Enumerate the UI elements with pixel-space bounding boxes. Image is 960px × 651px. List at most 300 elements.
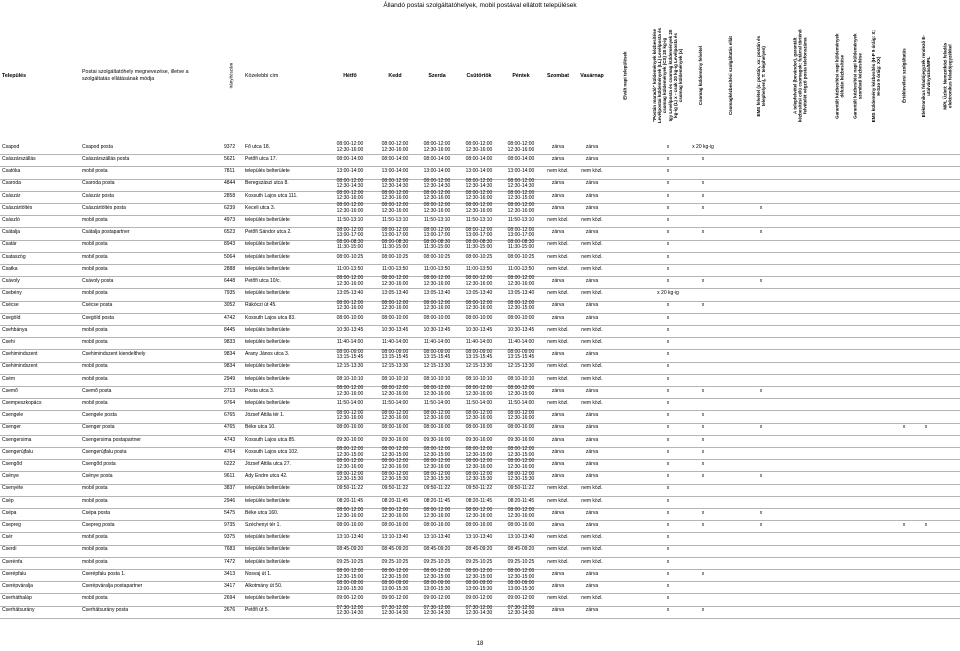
header-extra-10 (920, 10, 932, 142)
cell-day-6: zárva (585, 302, 599, 309)
cell-mark-9 (896, 569, 912, 580)
cell-telepules: Csatka (2, 265, 18, 272)
cell-mark-1: x (666, 229, 670, 236)
cell-day-4: 08:00-12:00 12:30-16:00 (507, 275, 535, 287)
cell-iranyitoszam: 4743 (224, 436, 236, 443)
cell-szolgaltatohely: Császárszállás posta (82, 156, 130, 163)
cell-mark-8 (868, 179, 884, 190)
cell-mark-3 (722, 362, 740, 373)
cell-mark-1: x (666, 265, 670, 272)
cell-mark-3 (722, 288, 740, 299)
cell-day-6: zárva (585, 412, 599, 419)
cell-iranyitoszam: 9834 (224, 351, 236, 358)
cell-mark-0 (616, 179, 634, 190)
cell-day-1: 08:00-16:00 (381, 424, 409, 431)
cell-mark-2 (694, 288, 712, 299)
cell-mark-2 (694, 264, 712, 275)
cell-mark-4 (752, 496, 770, 507)
cell-telepules: Csemő (2, 387, 18, 394)
cell-szolgaltatohely: mobil posta (82, 241, 108, 248)
cell-mark-4 (752, 459, 770, 470)
cell-iranyitoszam: 6239 (224, 204, 236, 211)
cell-day-4: 11:50-13:10 (507, 217, 535, 224)
page-number: 18 (476, 641, 484, 647)
cell-day-1: 08:00-12:00 13:00-17:00 (381, 226, 409, 238)
cell-mark-10 (918, 496, 934, 507)
cell-day-0: 09:00-12:00 (336, 595, 364, 602)
cell-mark-3 (722, 423, 740, 434)
cell-day-3: 09:50-11:22 (465, 485, 493, 492)
cell-day-6: zárva (585, 436, 599, 443)
cell-mark-2: x (701, 607, 705, 614)
cell-mark-7 (850, 301, 866, 312)
cell-mark-3 (722, 398, 740, 409)
cell-day-0: 08:00-12:00 12:30-16:00 (336, 507, 364, 519)
cell-day-3: 11:40-14:00 (465, 339, 493, 346)
cell-mark-7 (850, 569, 866, 580)
cell-mark-3 (722, 374, 740, 385)
cell-telepules: Cserhátsurány (2, 607, 35, 614)
cell-day-4: 13:00-14:00 (507, 168, 535, 175)
cell-day-0: 08:00-12:00 12:30-16:00 (336, 385, 364, 397)
cell-mark-3 (722, 325, 740, 336)
cell-day-4: 08:00-10:25 (507, 253, 535, 260)
cell-cim: település belterülete (245, 290, 290, 297)
cell-cim: József Attila tér 1. (245, 412, 285, 419)
header-szolgaltatohely: Postai szolgáltatóhely megnevezése, illetve a szolgáltatás ellátásának módja (82, 69, 189, 82)
cell-cim: Petőfi utca 10/c. (245, 278, 281, 285)
cell-day-6: nem közl. (581, 253, 603, 260)
cell-cim: település belterülete (245, 485, 290, 492)
cell-day-0: 08:00-12:00 12:30-16:00 (336, 299, 364, 312)
cell-telepules: Csebény (2, 290, 22, 297)
cell-mark-4 (752, 593, 770, 604)
cell-day-5: zárva (551, 387, 565, 394)
cell-mark-1: x (666, 461, 670, 468)
cell-mark-9 (896, 264, 912, 275)
cell-day-6: zárva (585, 607, 599, 614)
cell-day-4: 08:00-12:00 12:30-16:00 (507, 507, 535, 519)
cell-telepules: Cserépfalu (2, 570, 27, 577)
cell-day-3: 08:00-12:00 12:30-16:00 (465, 141, 493, 153)
cell-day-0: 08:00-09:00 13:15-15:45 (336, 348, 364, 360)
cell-mark-8 (868, 191, 884, 202)
cell-mark-9 (896, 606, 912, 617)
cell-day-1: 09:00-12:00 (381, 595, 409, 602)
cell-day-6: zárva (585, 180, 599, 187)
cell-mark-8 (868, 240, 884, 251)
cell-szolgaltatohely: Cserhátsurány posta (82, 607, 129, 614)
cell-telepules: Csávoly (2, 278, 20, 285)
cell-mark-9 (896, 484, 912, 495)
cell-day-5: zárva (551, 156, 565, 163)
cell-mark-0 (616, 606, 634, 617)
cell-day-2: 08:00-12:00 12:30-16:00 (423, 190, 451, 202)
cell-mark-10 (918, 288, 934, 299)
cell-mark-10 (918, 569, 934, 580)
cell-mark-6 (832, 252, 848, 263)
cell-day-3: 08:00-12:00 12:30-16:00 (465, 507, 493, 519)
cell-iranyitoszam: 2888 (224, 265, 236, 272)
cell-mark-8 (868, 471, 884, 482)
cell-telepules: Csepreg (2, 522, 21, 529)
cell-szolgaltatohely: Csaroda posta (82, 180, 115, 187)
cell-mark-8 (868, 545, 884, 556)
cell-mark-2: x (701, 156, 705, 163)
cell-mark-1: x (666, 326, 670, 333)
cell-day-0: 08:45-09:20 (336, 546, 364, 553)
cell-day-3: 08:00-09:00 13:15-15:45 (465, 348, 493, 360)
cell-day-6: nem közl. (581, 595, 603, 602)
cell-mark-10 (918, 557, 934, 568)
cell-day-2: 08:00-12:00 12:30-16:00 (423, 458, 451, 470)
cell-mark-3 (722, 569, 740, 580)
cell-mark-0 (616, 484, 634, 495)
cell-szolgaltatohely: mobil posta (82, 595, 108, 602)
cell-mark-8 (868, 313, 884, 324)
cell-mark-1: x (666, 339, 670, 346)
cell-mark-8 (868, 276, 884, 287)
cell-day-2: 08:20-11:45 (423, 497, 451, 504)
cell-mark-7 (850, 179, 866, 190)
cell-day-3: 11:50-14:00 (465, 400, 493, 407)
cell-mark-10 (918, 471, 934, 482)
cell-day-3: 08:00-12:00 12:30-16:00 (465, 202, 493, 214)
cell-iranyitoszam: 3837 (224, 485, 236, 492)
cell-mark-7 (850, 227, 866, 238)
cell-mark-3 (722, 349, 740, 360)
cell-mark-1: x (666, 570, 670, 577)
table-row (0, 581, 960, 594)
cell-mark-8 (868, 252, 884, 263)
header-telepules: Település (2, 72, 27, 79)
cell-mark-0 (616, 362, 634, 373)
cell-cim: település belterülete (245, 400, 290, 407)
cell-mark-1: x (666, 424, 670, 431)
cell-telepules: Csém (2, 375, 16, 382)
cell-mark-1: x (666, 400, 670, 407)
cell-mark-3 (722, 179, 740, 190)
cell-szolgaltatohely: Csépa posta (82, 509, 111, 516)
cell-mark-3 (722, 154, 740, 165)
cell-telepules: Cserépváralja (2, 583, 33, 590)
cell-mark-8 (868, 410, 884, 421)
table-row (0, 471, 960, 484)
cell-day-4: 08:00-12:00 12:30-15:30 (507, 470, 535, 482)
cell-mark-2 (694, 484, 712, 495)
cell-telepules: Csépa (2, 509, 17, 516)
cell-day-2: 08:45-09:20 (423, 546, 451, 553)
cell-mark-8 (868, 301, 884, 312)
cell-mark-2: x (701, 522, 705, 529)
cell-day-0: 09:30-16:00 (336, 436, 364, 443)
cell-mark-3 (722, 484, 740, 495)
header-extra-2-text: Csomag küldemény felvétel (698, 46, 704, 106)
cell-mark-0 (616, 252, 634, 263)
cell-mark-11 (938, 337, 956, 348)
cell-mark-6 (832, 240, 848, 251)
cell-day-1: 08:00-12:00 12:30-16:00 (381, 299, 409, 312)
cell-mark-2: x (701, 461, 705, 468)
cell-day-2: 13:10-13:40 (423, 534, 451, 541)
cell-day-1: 13:00-14:00 (381, 168, 409, 175)
cell-mark-8 (868, 423, 884, 434)
cell-day-2: 13:05-13:40 (423, 290, 451, 297)
cell-mark-10 (918, 362, 934, 373)
cell-mark-6 (832, 398, 848, 409)
cell-cim: Kossuth Lajos utca 85. (245, 436, 296, 443)
cell-szolgaltatohely: mobil posta (82, 400, 108, 407)
cell-mark-5 (786, 179, 814, 190)
cell-telepules: Csehimindszent (2, 351, 38, 358)
cell-mark-11 (938, 471, 956, 482)
cell-day-4: 08:00-12:00 12:30-14:30 (507, 177, 535, 190)
cell-mark-0 (616, 154, 634, 165)
cell-mark-11 (938, 593, 956, 604)
cell-day-5: nem közl. (547, 326, 569, 333)
cell-day-3: 09:25-10:25 (465, 558, 493, 565)
cell-szolgaltatohely: Csengele posta (82, 412, 117, 419)
cell-mark-6 (832, 142, 848, 153)
cell-mark-8 (868, 569, 884, 580)
header-day-5: Szombat (546, 72, 570, 79)
cell-szolgaltatohely: mobil posta (82, 375, 108, 382)
cell-mark-9 (896, 325, 912, 336)
cell-mark-1: x (666, 278, 670, 285)
header-extra-6 (834, 10, 846, 142)
cell-mark-9 (896, 349, 912, 360)
cell-mark-5 (786, 423, 814, 434)
cell-mark-7 (850, 240, 866, 251)
cell-day-5: nem közl. (547, 265, 569, 272)
cell-day-0: 09:25-10:25 (336, 558, 364, 565)
cell-mark-2: x 20 kg-ig (692, 143, 714, 150)
cell-mark-11 (938, 313, 956, 324)
cell-mark-4 (752, 154, 770, 165)
cell-mark-11 (938, 191, 956, 202)
cell-day-3: 08:00-10:25 (465, 253, 493, 260)
header-extra-8 (870, 10, 882, 142)
cell-mark-7 (850, 264, 866, 275)
cell-mark-4 (752, 142, 770, 153)
cell-mark-2: x (701, 448, 705, 455)
cell-day-6: nem közl. (581, 241, 603, 248)
cell-cim: település belterülete (245, 375, 290, 382)
cell-day-2: 08:00-12:00 12:30-14:30 (423, 177, 451, 190)
cell-iranyitoszam: 4764 (224, 448, 236, 455)
cell-day-6: nem közl. (581, 375, 603, 382)
cell-mark-4 (752, 398, 770, 409)
cell-mark-6 (832, 362, 848, 373)
cell-day-1: 08:00-14:00 (381, 156, 409, 163)
cell-mark-8 (868, 581, 884, 592)
cell-mark-7 (850, 593, 866, 604)
cell-mark-3 (722, 301, 740, 312)
cell-day-0: 08:10-10:10 (336, 375, 364, 382)
cell-mark-4 (752, 447, 770, 458)
table-row (0, 349, 960, 362)
cell-mark-8 (868, 203, 884, 214)
cell-mark-2 (694, 374, 712, 385)
cell-day-3: 08:00-12:00 12:30-14:30 (465, 177, 493, 190)
cell-day-0: 08:00-12:00 12:30-16:00 (336, 190, 364, 202)
cell-day-0: 08:00-08:30 11:30-15:00 (336, 238, 364, 251)
cell-mark-0 (616, 569, 634, 580)
cell-mark-4: x (759, 473, 763, 480)
cell-day-0: 08:00-12:00 12:30-16:00 (336, 275, 364, 287)
cell-day-6: zárva (585, 387, 599, 394)
cell-mark-0 (616, 593, 634, 604)
cell-mark-5 (786, 337, 814, 348)
cell-mark-10 (918, 191, 934, 202)
cell-day-1: 08:45-09:20 (381, 546, 409, 553)
cell-day-1: 08:00-08:30 11:30-15:00 (381, 238, 409, 251)
cell-mark-8 (868, 227, 884, 238)
cell-mark-1: x (666, 583, 670, 590)
cell-telepules: Csécse (2, 302, 19, 309)
cell-telepules: Császló (2, 217, 20, 224)
cell-day-0: 08:20-11:45 (336, 497, 364, 504)
cell-telepules: Császárszállás (2, 156, 36, 163)
cell-mark-7 (850, 166, 866, 177)
cell-day-6: zárva (585, 424, 599, 431)
cell-day-2: 08:00-12:00 13:00-17:00 (423, 226, 451, 238)
cell-mark-10 (918, 459, 934, 470)
cell-telepules: Cserháthaláp (2, 595, 32, 602)
cell-mark-9 (896, 215, 912, 226)
cell-mark-7 (850, 337, 866, 348)
cell-mark-7 (850, 142, 866, 153)
cell-day-5: zárva (551, 180, 565, 187)
cell-day-4: 08:00-09:00 13:15-15:45 (507, 348, 535, 360)
cell-mark-2: x (701, 473, 705, 480)
cell-mark-0 (616, 447, 634, 458)
cell-mark-8 (868, 496, 884, 507)
cell-day-5: nem közl. (547, 595, 569, 602)
cell-mark-0 (616, 581, 634, 592)
cell-mark-10 (918, 508, 934, 519)
cell-day-2: 08:00-12:00 12:30-15:00 (423, 568, 451, 580)
cell-mark-1: x (666, 253, 670, 260)
cell-day-6: zárva (585, 204, 599, 211)
cell-mark-7 (850, 520, 866, 531)
cell-mark-0 (616, 240, 634, 251)
cell-telepules: Csenyéte (2, 485, 24, 492)
cell-iranyitoszam: 9611 (224, 473, 235, 480)
cell-day-0: 09:50-11:22 (336, 485, 364, 492)
cell-day-6: zárva (585, 583, 599, 590)
cell-day-0: 08:00-12:00 12:30-14:30 (336, 177, 364, 190)
cell-mark-4 (752, 569, 770, 580)
cell-day-3: 07:30-12:00 12:30-14:30 (465, 604, 493, 617)
cell-mark-1: x (666, 351, 670, 358)
cell-mark-5 (786, 276, 814, 287)
cell-mark-1: x (666, 302, 670, 309)
cell-mark-5 (786, 288, 814, 299)
cell-day-3: 11:00-13:50 (465, 265, 493, 272)
cell-mark-9: x (902, 522, 906, 529)
cell-day-0: 11:50-14:00 (336, 400, 364, 407)
cell-szolgaltatohely: Császár posta (82, 192, 114, 199)
cell-mark-3 (722, 545, 740, 556)
cell-day-2: 08:00-16:00 (423, 424, 451, 431)
cell-szolgaltatohely: mobil posta (82, 534, 108, 541)
cell-cim: település belterülete (245, 558, 290, 565)
cell-day-2: 08:00-12:00 12:30-15:00 (423, 446, 451, 458)
cell-mark-1: x (666, 375, 670, 382)
cell-cim: település belterülete (245, 265, 290, 272)
cell-day-6: zárva (585, 570, 599, 577)
cell-mark-4: x (759, 204, 763, 211)
cell-mark-6 (832, 179, 848, 190)
cell-mark-2: x (701, 180, 705, 187)
cell-mark-10 (918, 227, 934, 238)
cell-mark-7 (850, 545, 866, 556)
cell-day-1: 08:00-12:00 12:30-16:00 (381, 190, 409, 202)
cell-mark-4 (752, 410, 770, 421)
cell-mark-2 (694, 545, 712, 556)
cell-mark-0 (616, 301, 634, 312)
cell-day-0: 12:15-13:30 (336, 363, 364, 370)
cell-mark-5 (786, 484, 814, 495)
cell-mark-1: x (666, 387, 670, 394)
cell-telepules: Csér (2, 534, 13, 541)
cell-day-5: zárva (551, 204, 565, 211)
cell-mark-9 (896, 179, 912, 190)
cell-mark-11 (938, 520, 956, 531)
cell-day-5: zárva (551, 229, 565, 236)
cell-mark-11 (938, 362, 956, 373)
cell-mark-9 (896, 496, 912, 507)
cell-day-2: 08:00-12:00 12:30-16:00 (423, 141, 451, 153)
cell-day-0: 08:00-12:00 12:30-15:00 (336, 446, 364, 458)
cell-mark-6 (832, 593, 848, 604)
cell-mark-1: x (666, 436, 670, 443)
cell-mark-5 (786, 240, 814, 251)
cell-mark-9 (896, 288, 912, 299)
cell-day-5: nem közl. (547, 400, 569, 407)
cell-mark-10 (918, 484, 934, 495)
cell-mark-4 (752, 581, 770, 592)
cell-szolgaltatohely: mobil posta (82, 253, 108, 260)
cell-mark-2: x (701, 509, 705, 516)
cell-day-0: 13:10-13:40 (336, 534, 364, 541)
cell-day-5: zárva (551, 473, 565, 480)
cell-mark-3 (722, 276, 740, 287)
header-extra-7-text: Garantált kézbesítési napi küldemények szombati kézbesítése (852, 33, 864, 119)
cell-day-5: zárva (551, 351, 565, 358)
cell-day-2: 11:50-14:00 (423, 400, 451, 407)
cell-day-0: 08:00-12:00 12:30-15:30 (336, 470, 364, 482)
cell-mark-7 (850, 154, 866, 165)
cell-mark-8 (868, 349, 884, 360)
cell-iranyitoszam: 6222 (224, 461, 236, 468)
cell-day-5: nem közl. (547, 375, 569, 382)
cell-mark-10 (918, 606, 934, 617)
cell-cim: település belterülete (245, 546, 290, 553)
cell-mark-11 (938, 227, 956, 238)
cell-mark-6 (832, 191, 848, 202)
header-extra-3-text: Csomagkézbesítési szolgáltatás ellát (728, 36, 734, 116)
header-extra-4-text: EMS felvétel (x: postán, xx: postán és telephelyen), T: telephelyen) (755, 35, 766, 117)
header-extra-0-text: Elvált napi települések (622, 51, 628, 101)
cell-day-3: 08:00-12:00 12:30-15:30 (465, 470, 493, 482)
cell-mark-0 (616, 166, 634, 177)
cell-day-5: zárva (551, 302, 565, 309)
cell-mark-5 (786, 215, 814, 226)
cell-mark-0 (616, 398, 634, 409)
cell-mark-5 (786, 435, 814, 446)
